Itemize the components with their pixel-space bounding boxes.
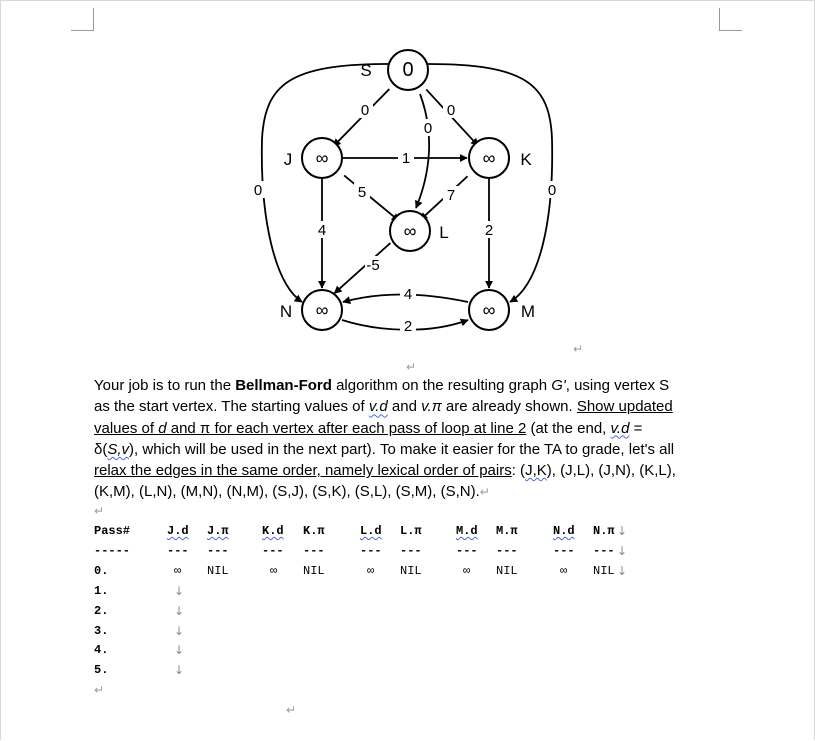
node-n <box>280 290 342 330</box>
m-d-value: ∞ <box>463 564 471 578</box>
edge-s-m <box>428 64 552 302</box>
l-pi-value: NIL <box>400 564 422 578</box>
node-value: ∞ <box>315 300 329 320</box>
dash-cell: --- <box>303 544 325 558</box>
down-arrow-mark: ↓ <box>174 624 185 638</box>
dash-cell: --- <box>400 544 422 558</box>
para-line-2: as the start vertex. The starting values of v.d and v.π are already shown. Show updated <box>94 398 673 416</box>
edge-weight-s-n: 0 <box>253 182 263 199</box>
return-mark: ↵ <box>406 360 417 374</box>
header-k-d: K.d <box>262 524 284 538</box>
down-arrow-mark: ↓ <box>174 604 185 618</box>
header-n-d: N.d <box>553 524 575 538</box>
pass-label: 1. <box>94 584 109 598</box>
edge-weight-s-l: 0 <box>423 120 433 137</box>
pass-label: 5. <box>94 663 109 677</box>
node-label: L <box>439 223 449 242</box>
pass-label: 0. <box>94 564 109 578</box>
down-arrow-mark: ↓ <box>617 524 628 538</box>
para-line-3: values of d and π for each vertex after each pass of loop at line 2 (at the end, v.d = <box>94 419 643 437</box>
instructions-paragraph <box>94 375 734 504</box>
header-j-d: J.d <box>167 524 189 538</box>
edge-weight-m-n: 4 <box>403 286 413 303</box>
header-m-pi: M.π <box>496 524 518 538</box>
node-label: S <box>360 61 372 80</box>
pass-label: 2. <box>94 604 109 618</box>
node-value: ∞ <box>482 300 496 320</box>
node-value: ∞ <box>315 148 329 168</box>
edge-s-l <box>416 94 429 208</box>
down-arrow-mark: ↓ <box>617 564 628 578</box>
node-label: J <box>283 150 293 169</box>
bellman-ford-graph <box>230 44 580 344</box>
header-j-pi: J.π <box>207 524 229 538</box>
node-value: 0 <box>402 59 414 81</box>
para-line-5: relax the edges in the same order, namely lexical order of pairs: (J,K), (J,L), (J,N), (K,L), <box>94 462 676 480</box>
dash-cell: --- <box>207 544 229 558</box>
dash-cell: ----- <box>94 544 131 558</box>
k-pi-value: NIL <box>303 564 325 578</box>
dash-cell: --- <box>553 544 575 558</box>
return-mark: ↵ <box>94 504 105 518</box>
dash-cell: --- <box>167 544 189 558</box>
node-k <box>469 138 532 178</box>
pass-label: 4. <box>94 643 109 657</box>
crop-mark-left <box>71 8 94 31</box>
node-label: M <box>520 302 536 321</box>
m-pi-value: NIL <box>496 564 518 578</box>
return-mark: ↵ <box>286 703 297 717</box>
node-m <box>469 290 535 330</box>
header-m-d: M.d <box>456 524 478 538</box>
edge-weight-k-l: 7 <box>446 187 456 204</box>
header-l-d: L.d <box>360 524 382 538</box>
edge-weight-s-k: 0 <box>446 102 456 119</box>
node-s <box>360 50 428 90</box>
edge-weight-s-j: 0 <box>360 102 370 119</box>
down-arrow-mark: ↓ <box>174 584 185 598</box>
dash-cell: --- <box>262 544 284 558</box>
down-arrow-mark: ↓ <box>174 663 185 677</box>
edge-l-n <box>334 243 390 293</box>
node-j <box>284 138 342 178</box>
edge-weight-j-k: 1 <box>401 150 411 167</box>
j-pi-value: NIL <box>207 564 229 578</box>
pass-label: 3. <box>94 624 109 638</box>
edge-weight-j-l: 5 <box>357 184 367 201</box>
dash-cell: --- <box>496 544 518 558</box>
node-l <box>390 211 449 251</box>
edge-weight-k-m: 2 <box>484 222 494 239</box>
header-k-pi: K.π <box>303 524 325 538</box>
return-mark: ↵ <box>94 683 105 697</box>
crop-mark-right <box>719 8 742 31</box>
header-l-pi: L.π <box>400 524 422 538</box>
edge-weight-l-n: -5 <box>366 257 380 274</box>
para-line-4: δ(S,v), which will be used in the next part). To make it easier for the TA to grade, let's all <box>94 440 675 458</box>
down-arrow-mark: ↓ <box>174 643 185 657</box>
edge-weight-j-n: 4 <box>317 222 327 239</box>
node-value: ∞ <box>482 148 496 168</box>
dash-cell: --- <box>593 544 615 558</box>
down-arrow-mark: ↓ <box>617 544 628 558</box>
edge-weight-n-m: 2 <box>403 318 413 335</box>
para-line-1: Your job is to run the Bellman-Ford algorithm on the resulting graph G', using vertex S <box>94 377 670 394</box>
header-n-pi: N.π <box>593 524 615 538</box>
para-line-6: (K,M), (L,N), (M,N), (N,M), (S,J), (S,K), (S,L), (S,M), (S,N).↵ <box>94 483 490 501</box>
node-label: N <box>279 302 293 321</box>
node-value: ∞ <box>403 221 417 241</box>
dash-cell: --- <box>360 544 382 558</box>
edge-weight-s-m: 0 <box>547 182 557 199</box>
j-d-value: ∞ <box>174 564 182 578</box>
dash-cell: --- <box>456 544 478 558</box>
header-pass: Pass# <box>94 524 131 538</box>
n-pi-value: NIL <box>593 564 615 578</box>
l-d-value: ∞ <box>367 564 375 578</box>
node-label: K <box>520 150 532 169</box>
n-d-value: ∞ <box>560 564 568 578</box>
edge-j-l <box>344 175 399 221</box>
k-d-value: ∞ <box>270 564 278 578</box>
return-mark: ↵ <box>573 342 584 356</box>
